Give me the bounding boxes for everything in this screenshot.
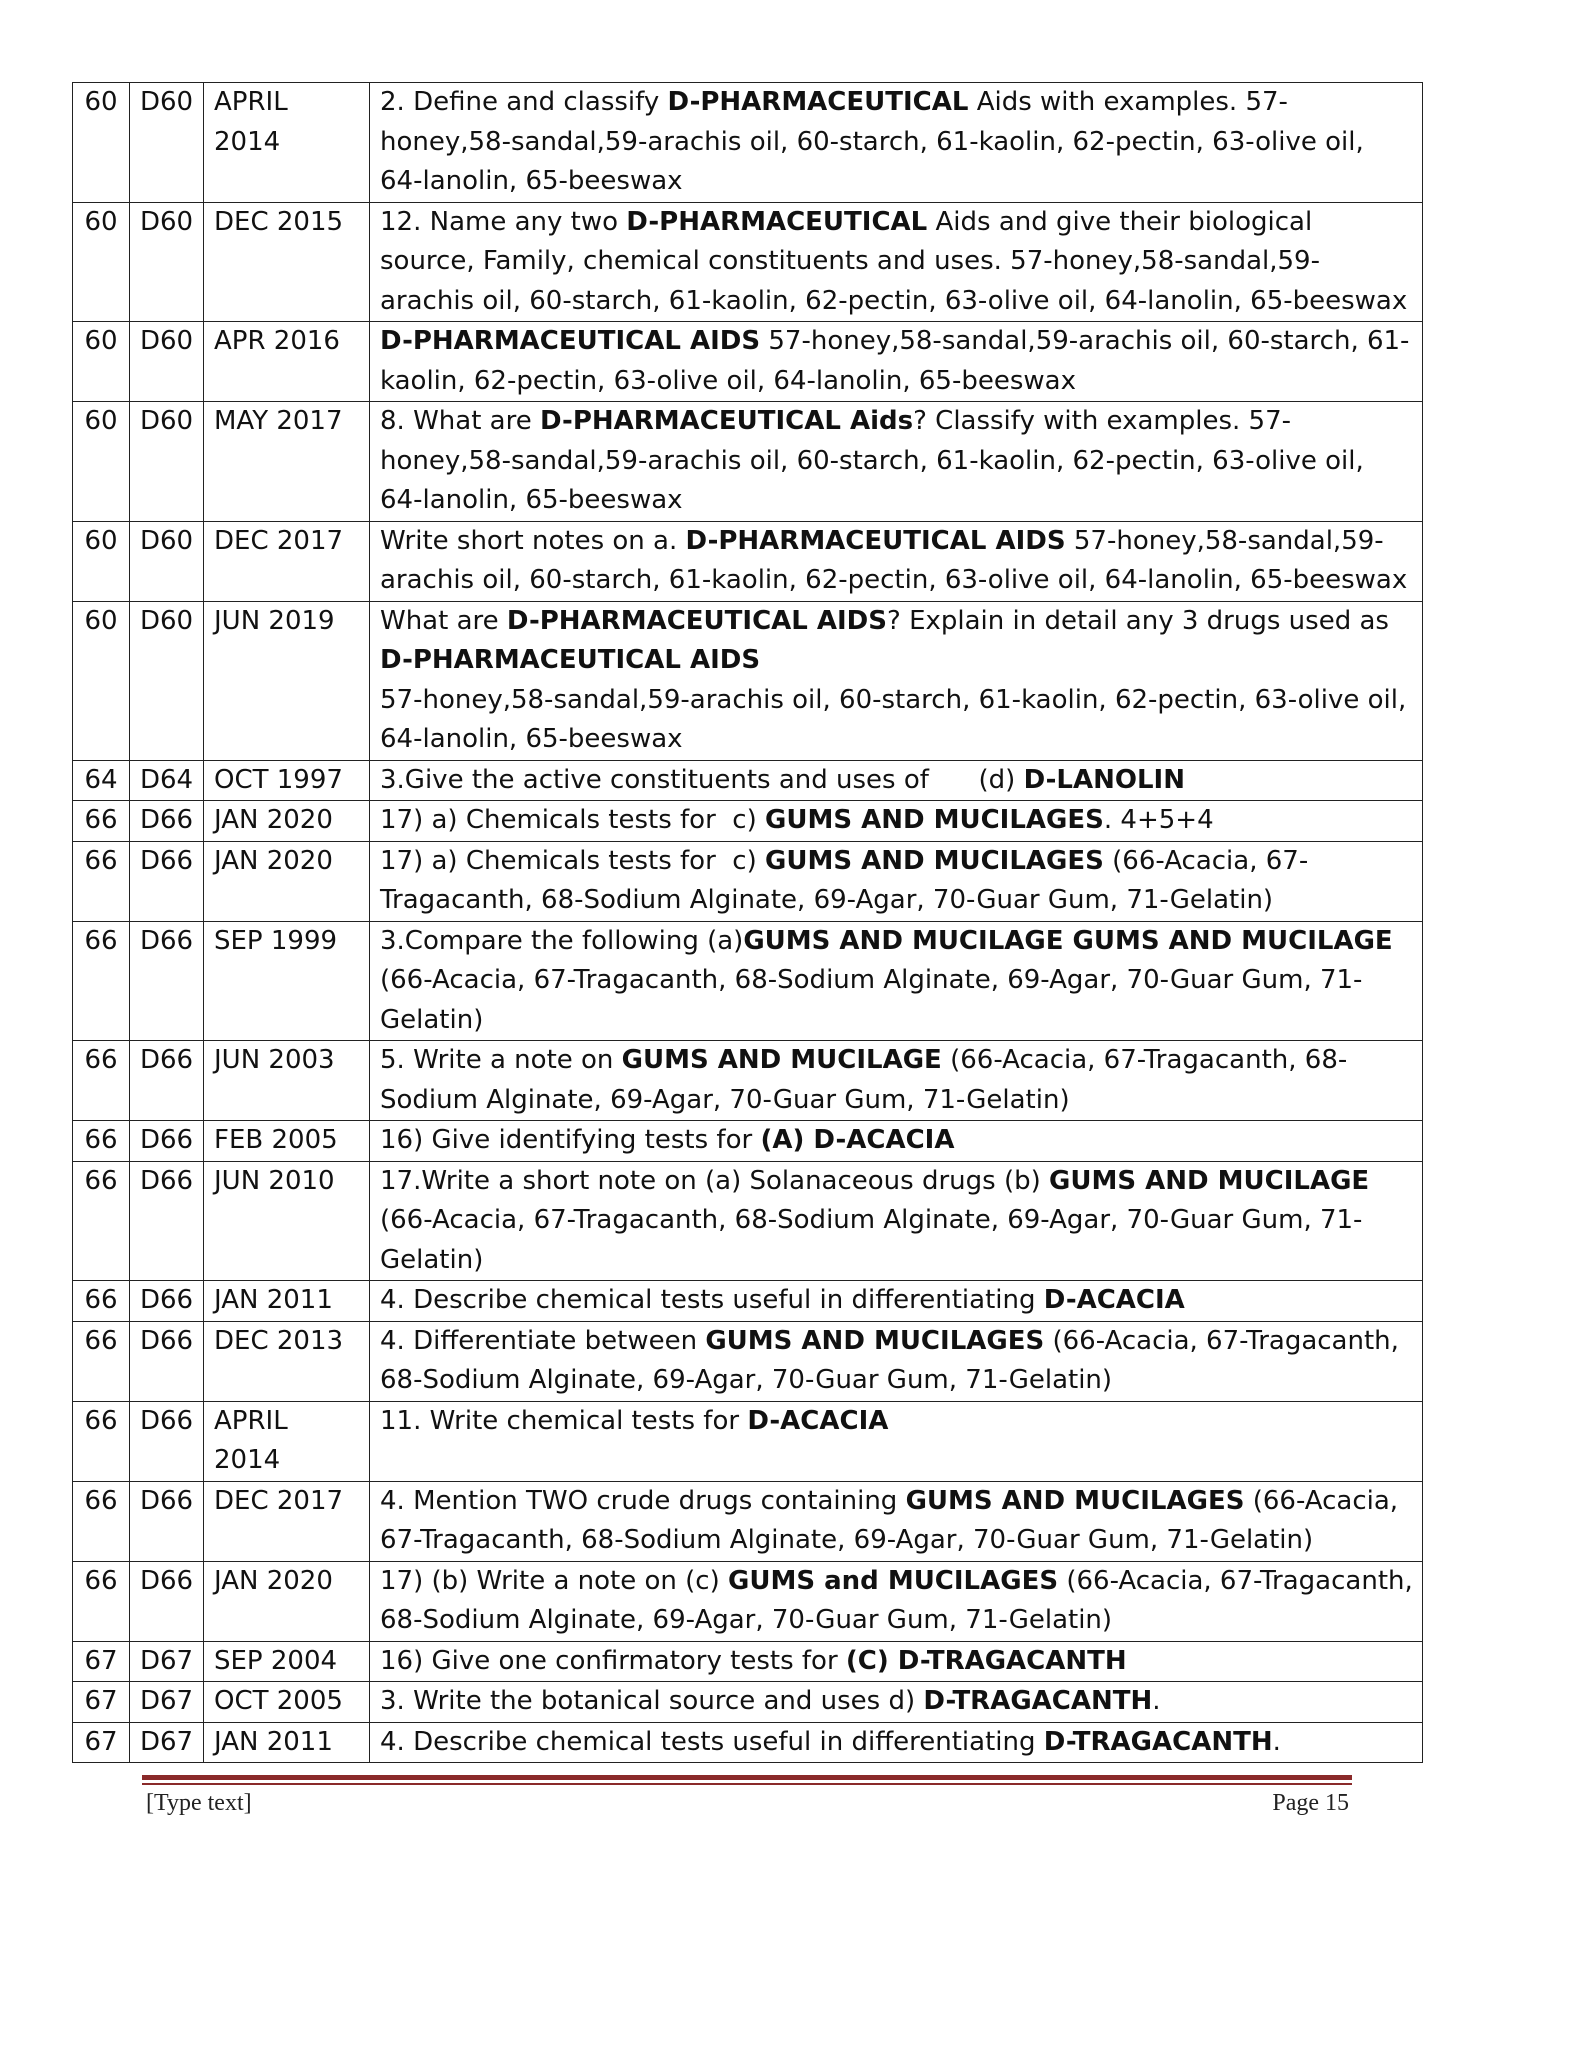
exam-date-cell: APRIL 2014 xyxy=(204,83,370,203)
question-cell xyxy=(370,601,1423,760)
drug-code-cell: D66 xyxy=(130,801,204,842)
question-cell xyxy=(370,83,1423,203)
question-text: 57-honey,58-sandal,59-arachis oil, 60-starch, 61-kaolin, 62-pectin, 63-olive oil, 64-lanolin, 65-beeswax xyxy=(380,326,1410,396)
question-keyword: D-PHARMACEUTICAL Aids xyxy=(539,406,914,436)
drug-code-cell: D60 xyxy=(130,202,204,322)
question-keyword: D-PHARMACEUTICAL AIDS xyxy=(380,326,761,356)
question-cell xyxy=(370,1041,1423,1121)
question-text: 57-honey,58-sandal,59-arachis oil, 60-starch, 61-kaolin, 62-pectin, 63-olive oil, 64-lanolin, 65-beeswax xyxy=(380,684,1407,754)
question-text: 3.Compare the following (a) xyxy=(380,925,744,956)
question-cell xyxy=(370,1161,1423,1281)
question-cell xyxy=(370,1401,1423,1481)
question-text: . 4+5+4 xyxy=(1103,805,1214,835)
question-text: ? Explain in detail any 3 drugs used as xyxy=(887,605,1389,636)
question-text: 57-honey,58-sandal,59-arachis oil, 60-starch, 61-kaolin, 62-pectin, 63-olive oil, 64-lanolin, 65-beeswax xyxy=(380,525,1408,595)
subject-number-cell: 66 xyxy=(73,1281,130,1322)
subject-number-cell: 66 xyxy=(73,1561,130,1641)
exam-date-cell: JAN 2011 xyxy=(204,1281,370,1322)
question-cell xyxy=(370,801,1423,842)
question-text: ? Classify with examples. 57-honey,58-sandal,59-arachis oil, 60-starch, 61-kaolin, 62-pectin, 63-olive oil, 64-lanolin, 65-beeswax xyxy=(380,406,1364,515)
table-row xyxy=(73,202,1423,322)
question-cell xyxy=(370,1561,1423,1641)
exam-date-cell: DEC 2013 xyxy=(204,1321,370,1401)
subject-number-cell: 66 xyxy=(73,801,130,842)
question-keyword: D-PHARMACEUTICAL xyxy=(667,87,969,117)
subject-number-cell: 60 xyxy=(73,402,130,522)
question-keyword: GUMS AND MUCILAGE xyxy=(1049,1165,1370,1196)
question-table-body xyxy=(73,83,1423,1763)
question-text: 12. Name any two xyxy=(380,206,627,237)
question-keyword: D-PHARMACEUTICAL AIDS xyxy=(380,645,761,675)
question-text: 3. Write the botanical source and uses d) xyxy=(380,1686,924,1716)
subject-number-cell: 64 xyxy=(73,760,130,801)
table-row xyxy=(73,521,1423,601)
question-keyword: GUMS and MUCILAGES xyxy=(728,1565,1059,1596)
subject-number-cell: 60 xyxy=(73,601,130,760)
drug-code-cell: D67 xyxy=(130,1722,204,1763)
question-text: 4. Describe chemical tests useful in differentiating xyxy=(380,1285,1044,1315)
question-text: (66-Acacia, 67-Tragacanth, 68-Sodium Alginate, 69-Agar, 70-Guar Gum, 71-Gelatin) xyxy=(380,1045,1348,1115)
question-text: 4. Describe chemical tests useful in differentiating xyxy=(380,1726,1044,1757)
exam-date-cell: JUN 2010 xyxy=(204,1161,370,1281)
question-keyword: GUMS AND MUCILAGE GUMS AND MUCILAGE xyxy=(743,925,1393,956)
table-row xyxy=(73,1561,1423,1641)
drug-code-cell: D66 xyxy=(130,1321,204,1401)
exam-date-cell: JAN 2020 xyxy=(204,841,370,921)
exam-date-cell: DEC 2015 xyxy=(204,202,370,322)
question-keyword: GUMS AND MUCILAGES xyxy=(765,845,1104,876)
exam-date-cell: JAN 2011 xyxy=(204,1722,370,1763)
question-keyword: GUMS AND MUCILAGES xyxy=(905,1485,1245,1516)
table-row xyxy=(73,1682,1423,1723)
drug-code-cell: D66 xyxy=(130,1481,204,1561)
drug-code-cell: D64 xyxy=(130,760,204,801)
exam-date-cell: SEP 1999 xyxy=(204,921,370,1041)
question-text: 4. Mention TWO crude drugs containing xyxy=(380,1485,906,1516)
subject-number-cell: 66 xyxy=(73,921,130,1041)
question-keyword: D-TRAGACANTH xyxy=(1043,1726,1273,1757)
drug-code-cell: D60 xyxy=(130,402,204,522)
exam-date-cell: FEB 2005 xyxy=(204,1121,370,1162)
drug-code-cell: D67 xyxy=(130,1682,204,1723)
question-text: 11. Write chemical tests for xyxy=(380,1405,748,1436)
exam-date-cell: APR 2016 xyxy=(204,322,370,402)
question-text: 4. Differentiate between xyxy=(380,1325,706,1356)
subject-number-cell: 66 xyxy=(73,1481,130,1561)
question-cell xyxy=(370,1121,1423,1162)
question-keyword: D-ACACIA xyxy=(747,1405,889,1436)
table-row xyxy=(73,760,1423,801)
exam-date-cell: APRIL 2014 xyxy=(204,1401,370,1481)
question-text: Aids and give their biological source, Family, chemical constituents and uses. 57-honey,58-sandal,59-arachis oil, 60-starch, 61-kaolin, 62-pectin, 63-olive oil, 64-lanolin, 65-beeswax xyxy=(380,206,1408,316)
table-row xyxy=(73,1722,1423,1763)
drug-code-cell: D67 xyxy=(130,1641,204,1682)
drug-code-cell: D60 xyxy=(130,601,204,760)
question-text: (66-Acacia, 67-Tragacanth, 68-Sodium Alginate, 69-Agar, 70-Guar Gum, 71-Gelatin) xyxy=(380,965,1363,1035)
exam-date-cell: JUN 2019 xyxy=(204,601,370,760)
question-cell xyxy=(370,1682,1423,1723)
question-cell xyxy=(370,1321,1423,1401)
subject-number-cell: 60 xyxy=(73,83,130,203)
question-keyword: D-LANOLIN xyxy=(1023,764,1185,795)
table-row xyxy=(73,601,1423,760)
question-cell xyxy=(370,1722,1423,1763)
question-keyword: D-PHARMACEUTICAL AIDS xyxy=(685,525,1066,556)
subject-number-cell: 66 xyxy=(73,1321,130,1401)
drug-code-cell: D60 xyxy=(130,83,204,203)
question-keyword: GUMS AND MUCILAGE xyxy=(621,1045,942,1075)
question-text: (66-Acacia, 67-Tragacanth, 68-Sodium Alginate, 69-Agar, 70-Guar Gum, 71-Gelatin) xyxy=(380,1205,1363,1275)
question-text: (66-Acacia, 67-Tragacanth, 68-Sodium Alginate, 69-Agar, 70-Guar Gum, 71-Gelatin) xyxy=(380,1485,1399,1555)
table-row xyxy=(73,1401,1423,1481)
exam-date-cell: JAN 2020 xyxy=(204,801,370,842)
table-row xyxy=(73,1161,1423,1281)
question-keyword: GUMS AND MUCILAGES xyxy=(765,805,1104,835)
question-cell xyxy=(370,202,1423,322)
question-text: 16) Give identifying tests for xyxy=(380,1125,761,1155)
exam-date-cell: OCT 1997 xyxy=(204,760,370,801)
footer-rule-thin xyxy=(142,1783,1352,1785)
table-row xyxy=(73,921,1423,1041)
question-cell xyxy=(370,402,1423,522)
drug-code-cell: D66 xyxy=(130,1561,204,1641)
table-row xyxy=(73,1281,1423,1322)
question-text: 17) a) Chemicals tests for c) xyxy=(380,845,765,876)
question-text: 2. Define and classify xyxy=(380,87,668,117)
drug-code-cell: D66 xyxy=(130,1041,204,1121)
question-cell xyxy=(370,1481,1423,1561)
table-row xyxy=(73,801,1423,842)
question-keyword: (A) D-ACACIA xyxy=(760,1125,955,1155)
question-text: . xyxy=(1152,1686,1161,1716)
question-text: Write short notes on a. xyxy=(380,525,686,556)
question-cell xyxy=(370,521,1423,601)
question-text: 3.Give the active constituents and uses of (d) xyxy=(380,764,1024,795)
question-text: . xyxy=(1272,1726,1281,1757)
question-keyword: (C) D-TRAGACANTH xyxy=(845,1645,1127,1676)
table-row xyxy=(73,1481,1423,1561)
table-row xyxy=(73,1321,1423,1401)
drug-code-cell: D66 xyxy=(130,1401,204,1481)
footer-rule xyxy=(142,1775,1352,1780)
question-keyword: D-TRAGACANTH xyxy=(923,1686,1153,1716)
subject-number-cell: 67 xyxy=(73,1722,130,1763)
question-text: (66-Acacia, 67-Tragacanth, 68-Sodium Alginate, 69-Agar, 70-Guar Gum, 71-Gelatin) xyxy=(380,1325,1399,1395)
question-keyword: D-PHARMACEUTICAL AIDS xyxy=(506,605,887,636)
question-text: 17) a) Chemicals tests for c) xyxy=(380,805,765,835)
table-row xyxy=(73,1641,1423,1682)
question-text: (66-Acacia, 67-Tragacanth, 68-Sodium Alginate, 69-Agar, 70-Guar Gum, 71-Gelatin) xyxy=(380,1565,1413,1635)
question-text: 8. What are xyxy=(380,406,540,436)
question-cell xyxy=(370,760,1423,801)
page-number: Page 15 xyxy=(1272,1790,1349,1816)
question-text: What are xyxy=(380,605,507,636)
subject-number-cell: 66 xyxy=(73,1041,130,1121)
exam-date-cell: JAN 2020 xyxy=(204,1561,370,1641)
question-text: 5. Write a note on xyxy=(380,1045,622,1075)
exam-date-cell: DEC 2017 xyxy=(204,1481,370,1561)
table-row xyxy=(73,841,1423,921)
drug-code-cell: D60 xyxy=(130,322,204,402)
subject-number-cell: 66 xyxy=(73,1121,130,1162)
question-text: Aids with examples. 57-honey,58-sandal,59-arachis oil, 60-starch, 61-kaolin, 62-pectin, 63-olive oil, 64-lanolin, 65-beeswax xyxy=(380,87,1364,196)
exam-date-cell: DEC 2017 xyxy=(204,521,370,601)
subject-number-cell: 60 xyxy=(73,521,130,601)
table-row xyxy=(73,83,1423,203)
drug-code-cell: D66 xyxy=(130,921,204,1041)
subject-number-cell: 66 xyxy=(73,1401,130,1481)
table-row xyxy=(73,402,1423,522)
exam-date-cell: OCT 2005 xyxy=(204,1682,370,1723)
question-table xyxy=(72,82,1423,1763)
subject-number-cell: 60 xyxy=(73,202,130,322)
footer-left-text: [Type text] xyxy=(146,1790,252,1816)
drug-code-cell: D66 xyxy=(130,1121,204,1162)
question-text: 17) (b) Write a note on (c) xyxy=(380,1565,728,1596)
subject-number-cell: 67 xyxy=(73,1682,130,1723)
exam-date-cell: MAY 2017 xyxy=(204,402,370,522)
subject-number-cell: 66 xyxy=(73,841,130,921)
question-cell xyxy=(370,841,1423,921)
drug-code-cell: D66 xyxy=(130,1161,204,1281)
table-row xyxy=(73,322,1423,402)
question-text: (66-Acacia, 67-Tragacanth, 68-Sodium Alginate, 69-Agar, 70-Guar Gum, 71-Gelatin) xyxy=(380,845,1309,915)
drug-code-cell: D66 xyxy=(130,841,204,921)
question-cell xyxy=(370,1641,1423,1682)
subject-number-cell: 60 xyxy=(73,322,130,402)
question-cell xyxy=(370,1281,1423,1322)
question-text: 16) Give one confirmatory tests for xyxy=(380,1645,846,1676)
drug-code-cell: D66 xyxy=(130,1281,204,1322)
question-cell xyxy=(370,322,1423,402)
table-row xyxy=(73,1121,1423,1162)
question-keyword: D-PHARMACEUTICAL xyxy=(626,206,928,237)
table-row xyxy=(73,1041,1423,1121)
exam-date-cell: JUN 2003 xyxy=(204,1041,370,1121)
question-cell xyxy=(370,921,1423,1041)
question-keyword: GUMS AND MUCILAGES xyxy=(705,1325,1045,1356)
subject-number-cell: 67 xyxy=(73,1641,130,1682)
subject-number-cell: 66 xyxy=(73,1161,130,1281)
question-text: 17.Write a short note on (a) Solanaceous drugs (b) xyxy=(380,1165,1050,1196)
exam-date-cell: SEP 2004 xyxy=(204,1641,370,1682)
drug-code-cell: D60 xyxy=(130,521,204,601)
question-keyword: D-ACACIA xyxy=(1043,1285,1185,1315)
